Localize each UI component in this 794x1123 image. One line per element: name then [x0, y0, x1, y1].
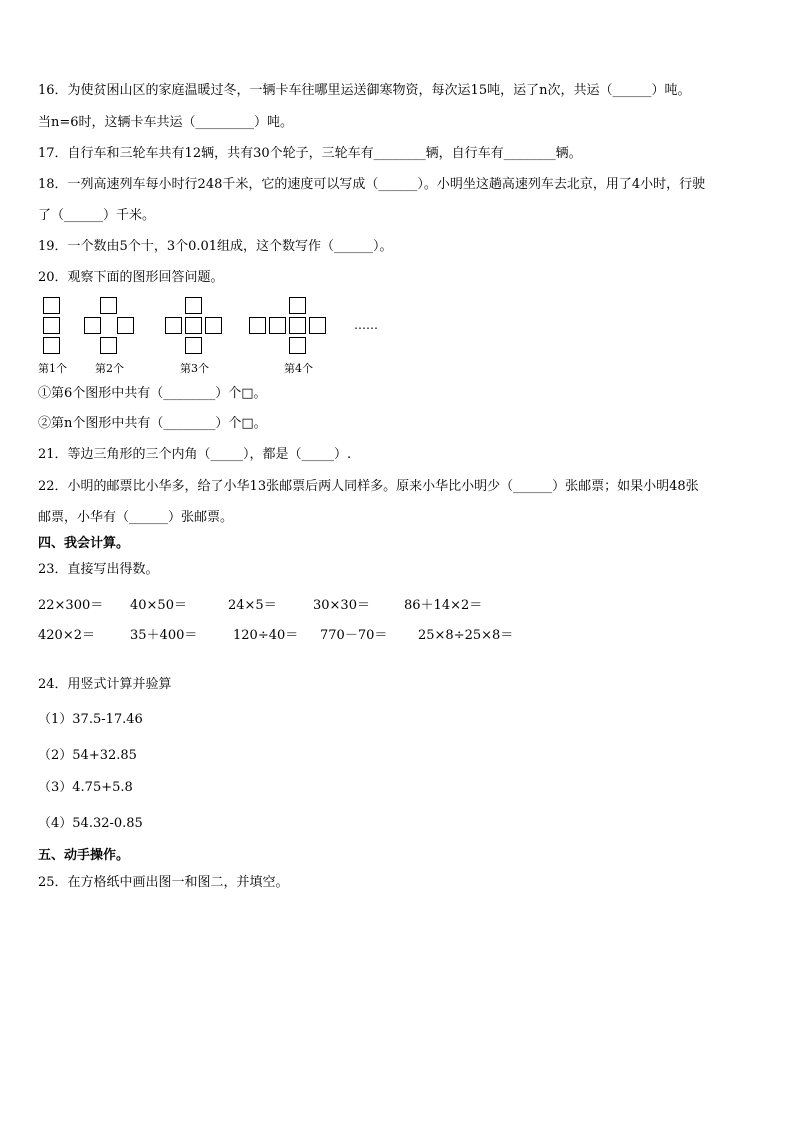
calc-item: 24×5＝	[228, 598, 277, 613]
figure4-square	[249, 317, 266, 334]
figure1-square	[43, 297, 60, 314]
figure3-square	[185, 297, 202, 314]
calc-item: 22×300＝	[38, 598, 104, 613]
q20-title: 20．观察下面的图形回答问题。	[38, 270, 224, 285]
figure2-square	[100, 297, 117, 314]
figure2-caption: 第2个	[95, 362, 124, 375]
figure1-square	[43, 317, 60, 334]
figure1-caption: 第1个	[38, 362, 67, 375]
q19-text: 19．一个数由5个十，3个0.01组成，这个数写作（______）。	[38, 239, 393, 254]
q23-title: 23．直接写出得数。	[38, 562, 159, 577]
figure2-square	[84, 317, 101, 334]
figure3-square	[165, 317, 182, 334]
figure1-square	[43, 337, 60, 354]
calc-item: 120÷40＝	[233, 628, 299, 643]
calc-item: 420×2＝	[38, 628, 95, 643]
q25-text: 25．在方格纸中画出图一和图二，并填空。	[38, 875, 289, 890]
figure4-caption: 第4个	[284, 362, 313, 375]
figure2-square	[117, 317, 134, 334]
calc-item: 40×50＝	[130, 598, 187, 613]
calc-item: 25×8÷25×8＝	[418, 628, 514, 643]
q18-line1: 18．一列高速列车每小时行248千米，它的速度可以写成（______）。小明坐这趟高速列车去北京，用了4小时，行驶	[38, 177, 706, 192]
q24-item: （2）54+32.85	[38, 748, 137, 763]
figure2-square	[100, 337, 117, 354]
q24-item: （4）54.32-0.85	[38, 816, 143, 831]
q22-line2: 邮票，小华有（______）张邮票。	[38, 510, 234, 525]
calc-item: 35＋400＝	[130, 628, 198, 643]
figure4-square	[309, 317, 326, 334]
figure3-caption: 第3个	[180, 362, 209, 375]
q24-item: （3）4.75+5.8	[38, 780, 133, 795]
figure4-square	[289, 317, 306, 334]
figure4-square	[289, 337, 306, 354]
q21-text: 21．等边三角形的三个内角（_____），都是（_____）.	[38, 447, 352, 462]
q16-line1: 16．为使贫困山区的家庭温暖过冬，一辆卡车往哪里运送御寒物资，每次运15吨，运了n次，共运（______）吨。	[38, 83, 691, 98]
q24-title: 24．用竖式计算并验算	[38, 677, 172, 692]
q20-part1: ①第6个图形中共有（________）个□。	[38, 386, 267, 401]
section5-heading: 五、动手操作。	[38, 848, 130, 863]
figure4-square	[269, 317, 286, 334]
q18-line2: 了（______）千米。	[38, 208, 156, 223]
calc-item: 86＋14×2＝	[404, 598, 483, 613]
q24-item: （1）37.5-17.46	[38, 712, 143, 727]
figure4-square	[289, 297, 306, 314]
q20-part2: ②第n个图形中共有（________）个□。	[38, 416, 267, 431]
figure3-square	[185, 337, 202, 354]
figure3-square	[185, 317, 202, 334]
pattern-ellipsis: ……	[354, 318, 378, 332]
q17-text: 17．自行车和三轮车共有12辆，共有30个轮子，三轮车有________辆，自行车有________辆。	[38, 146, 582, 161]
section4-heading: 四、我会计算。	[38, 536, 130, 551]
q16-line2: 当n=6时，这辆卡车共运（_________）吨。	[38, 115, 294, 130]
q22-line1: 22．小明的邮票比小华多，给了小华13张邮票后两人同样多。原来小华比小明少（______）张邮票；如果小明48张	[38, 479, 699, 494]
calc-item: 30×30＝	[313, 598, 370, 613]
figure3-square	[205, 317, 222, 334]
calc-item: 770－70＝	[320, 628, 388, 643]
